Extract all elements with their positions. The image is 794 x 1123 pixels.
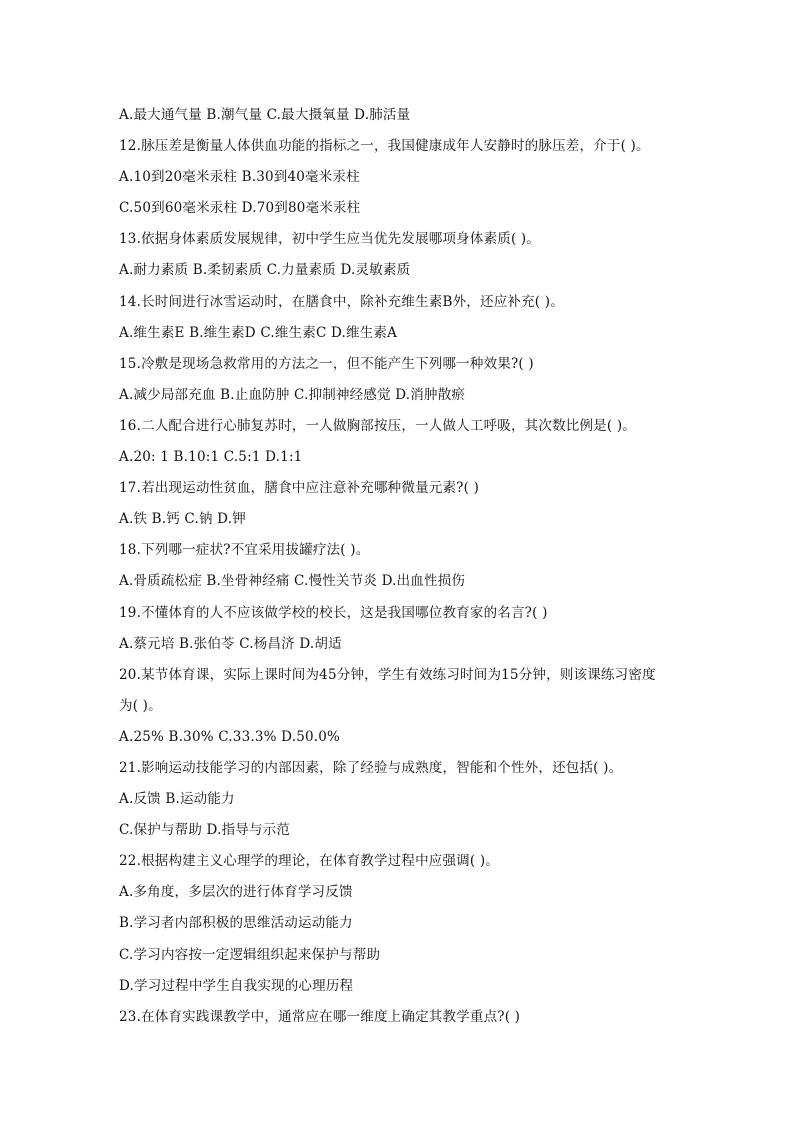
text-line: A.维生素E B.维生素D C.维生素C D.维生素A (119, 324, 398, 341)
text-line: A.25% B.30% C.33.3% D.50.0% (119, 728, 341, 745)
text-line: 15.冷敷是现场急救常用的方法之一，但不能产生下列哪一种效果?( ) (119, 355, 534, 372)
text-line: C.50到60毫米汞柱 D.70到80毫米汞柱 (119, 200, 361, 217)
text-line: 为( )。 (119, 697, 162, 714)
text-line: 17.若出现运动性贫血，膳食中应注意补充哪种微量元素?( ) (119, 480, 480, 497)
text-line: 19.不懂体育的人不应该做学校的校长，这是我国哪位教育家的名言?( ) (119, 604, 548, 621)
text-line: C.学习内容按一定逻辑组织起来保护与帮助 (119, 946, 381, 963)
text-line: 16.二人配合进行心肺复苏时，一人做胸部按压，一人做人工呼吸，其次数比例是( )。 (119, 417, 636, 434)
text-line: 21.影响运动技能学习的内部因素，除了经验与成熟度，智能和个性外，还包括( )。 (119, 759, 623, 776)
text-line: A.10到20毫米汞柱 B.30到40毫米汞柱 (119, 169, 360, 186)
text-line: 22.根据构建主义心理学的理论，在体育教学过程中应强调( )。 (119, 853, 499, 870)
text-line: 14.长时间进行冰雪运动时，在膳食中，除补充维生素B外，还应补充( )。 (119, 293, 564, 310)
text-line: C.保护与帮助 D.指导与示范 (119, 822, 291, 839)
text-line: A.蔡元培 B.张伯苓 C.杨昌济 D.胡适 (119, 635, 342, 652)
text-line: A.减少局部充血 B.止血防肿 C.抑制神经感觉 D.消肿散瘀 (119, 386, 466, 403)
text-line: A.耐力素质 B.柔韧素质 C.力量素质 D.灵敏素质 (119, 262, 411, 279)
text-line: A.骨质疏松症 B.坐骨神经痛 C.慢性关节炎 D.出血性损伤 (119, 573, 466, 590)
text-line: A.反馈 B.运动能力 (119, 791, 235, 808)
text-line: 12.脉压差是衡量人体供血功能的指标之一，我国健康成年人安静时的脉压差，介于( )。 (119, 138, 650, 155)
text-line: A.多角度，多层次的进行体育学习反馈 (119, 884, 353, 901)
text-line: 18.下列哪一症状?不宜采用拔罐疗法( )。 (119, 542, 370, 559)
text-line: D.学习过程中学生自我实现的心理历程 (119, 977, 354, 994)
text-line: A.最大通气量 B.潮气量 C.最大摄氧量 D.肺活量 (119, 107, 411, 123)
text-line: 20.某节体育课，实际上课时间为45分钟，学生有效练习时间为15分钟，则该课练习密度 (119, 666, 656, 683)
text-line: B.学习者内部积极的思维活动运动能力 (119, 915, 353, 932)
text-line: A.铁 B.钙 C.钠 D.钾 (119, 511, 246, 528)
text-line: 13.依据身体素质发展规律，初中学生应当优先发展哪项身体素质( )。 (119, 231, 541, 248)
question-list (119, 100, 679, 1033)
text-line: A.20: 1 B.10:1 C.5:1 D.1:1 (119, 449, 303, 466)
text-line: 23.在体育实践课教学中，通常应在哪一维度上确定其教学重点?( ) (119, 1008, 521, 1025)
